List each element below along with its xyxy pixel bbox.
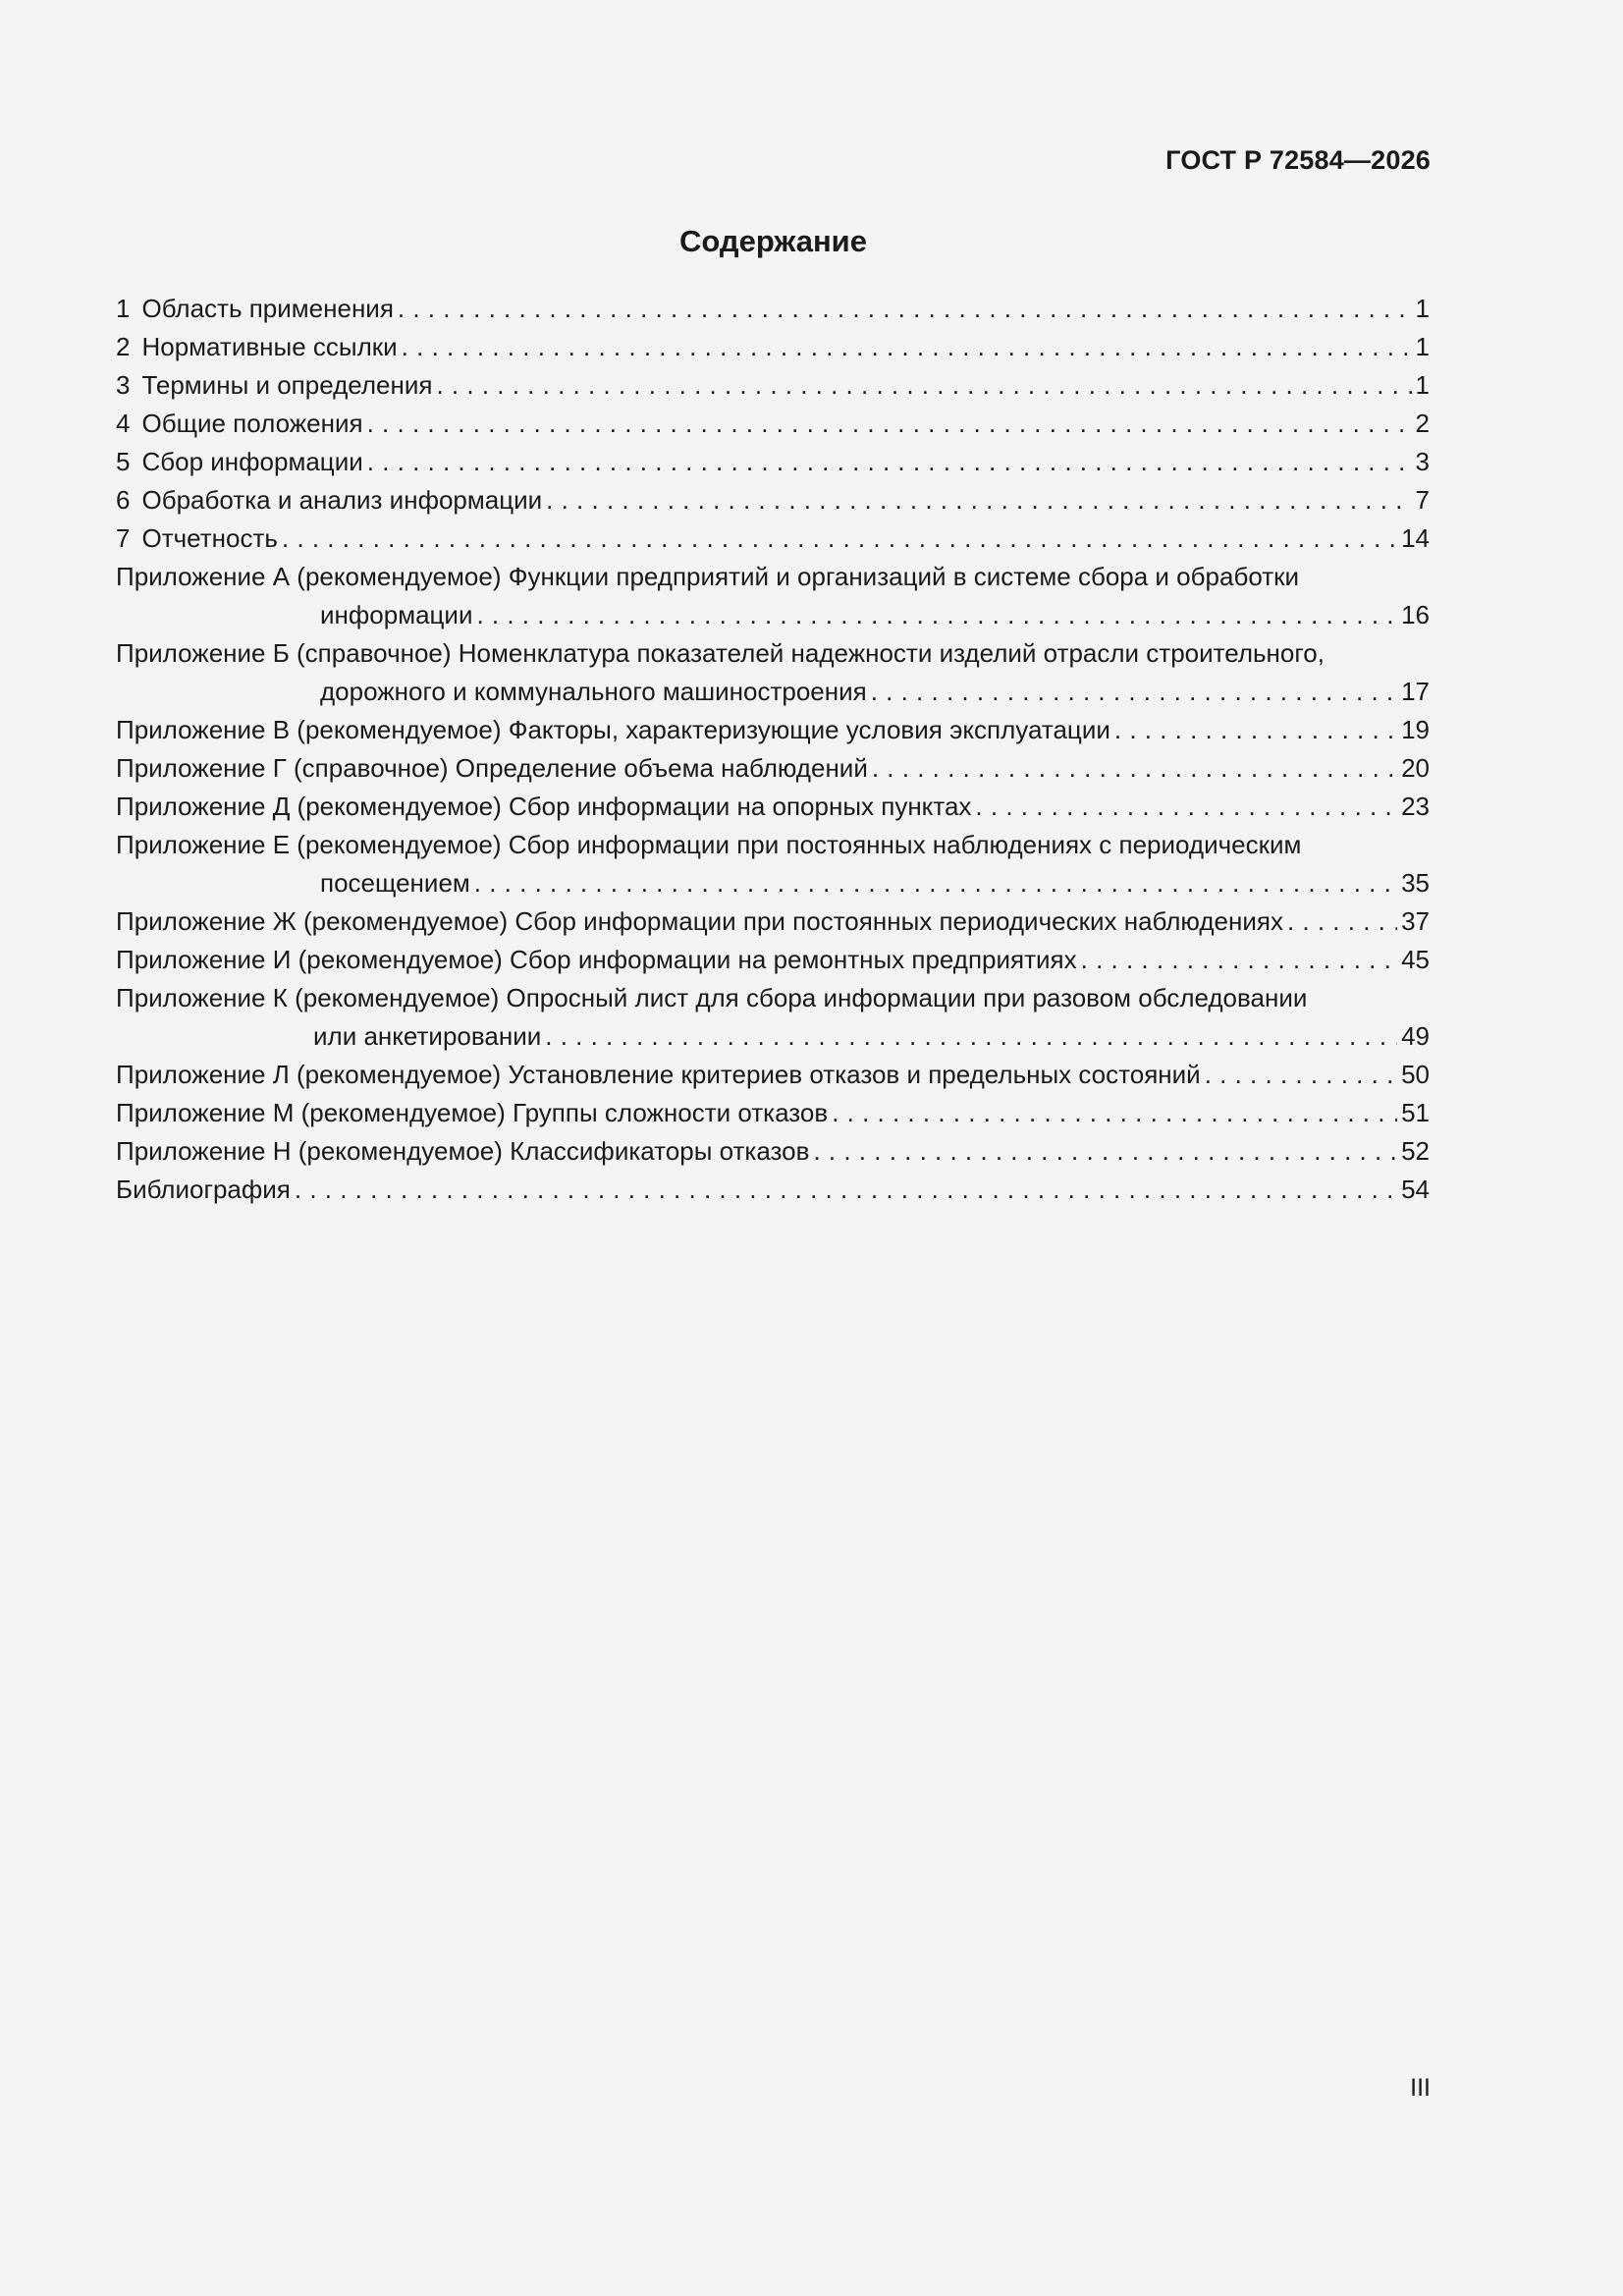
dot-leader [436,366,1411,405]
toc-entry-2[interactable] [116,328,1430,366]
toc-entry-label: Нормативные ссылки [141,332,398,361]
toc-entry-label: Обработка и анализ информации [141,485,543,515]
toc-entry-appendix-i[interactable] [116,941,1430,979]
toc-entry-bibliography[interactable] [116,1171,1430,1209]
toc-entry-label-cont: дорожного и коммунального машиностроения [320,677,867,706]
toc-entry-appendix-e-cont[interactable] [116,864,1430,902]
toc-entry-5[interactable] [116,443,1430,481]
toc-entry-page: 45 [1401,945,1430,974]
toc-entry-label: Отчетность [141,523,278,553]
dot-leader [872,749,1397,788]
dot-leader [398,290,1412,328]
toc-entry-label: Общие положения [141,409,363,438]
toc-entry-page: 3 [1415,447,1430,476]
toc-entry-1[interactable] [116,290,1430,328]
toc-entry-number: 1 [116,294,131,323]
dot-leader [545,1017,1397,1056]
toc-entry-page: 14 [1401,523,1430,553]
dot-leader [832,1094,1397,1132]
toc-entry-appendix-d[interactable] [116,788,1430,826]
toc-entry-appendix-b-cont[interactable] [116,673,1430,711]
toc-entry-page: 1 [1415,370,1430,400]
toc-entry-appendix-e[interactable] [116,826,1430,864]
toc-entry-page: 1 [1415,294,1430,323]
toc-entry-page: 1 [1415,332,1430,361]
toc-entry-label: Приложение Л (рекомендуемое) Установление критериев отказов и предельных состояний [116,1060,1201,1089]
toc-entry-appendix-l[interactable] [116,1056,1430,1094]
toc-entry-label: Библиография [116,1175,291,1204]
toc-entry-label: Сбор информации [141,447,363,476]
toc-entry-appendix-zh[interactable] [116,902,1430,941]
toc-entry-page: 7 [1415,485,1430,515]
toc-entry-label: Приложение М (рекомендуемое) Группы сложности отказов [116,1098,829,1127]
toc-entry-appendix-v[interactable] [116,711,1430,749]
toc-entry-label: Область применения [141,294,394,323]
standard-code: ГОСТ Р 72584—2026 [1165,145,1431,175]
toc-entry-appendix-k[interactable] [116,979,1430,1017]
toc-entry-appendix-b[interactable] [116,634,1430,673]
dot-leader [546,481,1411,519]
toc-entry-label: Приложение К (рекомендуемое) Опросный лист для сбора информации при разовом обследовании [116,983,1308,1012]
toc-entry-label: Приложение В (рекомендуемое) Факторы, характеризующие условия эксплуатации [116,715,1110,744]
toc-entry-number: 4 [116,409,131,438]
toc-entry-page: 23 [1401,792,1430,821]
toc-entry-number: 5 [116,447,131,476]
dot-leader [476,596,1397,634]
toc-entry-label: Приложение Е (рекомендуемое) Сбор информации при постоянных наблюдениях с периодическим [116,830,1302,859]
toc-entry-appendix-n[interactable] [116,1132,1430,1171]
table-of-contents [116,290,1430,1209]
toc-entry-page: 2 [1415,409,1430,438]
toc-entry-number: 6 [116,485,131,515]
toc-entry-page: 49 [1401,1021,1430,1051]
dot-leader [1205,1056,1397,1094]
toc-entry-number: 3 [116,370,131,400]
toc-entry-label: Приложение А (рекомендуемое) Функции предприятий и организаций в системе сбора и обработки [116,562,1300,591]
toc-entry-4[interactable] [116,405,1430,443]
toc-entry-number: 7 [116,523,131,553]
toc-entry-appendix-a[interactable] [116,558,1430,596]
toc-entry-label: Термины и определения [141,370,433,400]
dot-leader [813,1132,1397,1171]
toc-entry-label: Приложение Н (рекомендуемое) Классификаторы отказов [116,1136,810,1166]
dot-leader [282,519,1397,558]
toc-entry-appendix-m[interactable] [116,1094,1430,1132]
dot-leader [1287,902,1397,941]
dot-leader [367,405,1412,443]
toc-entry-page: 19 [1401,715,1430,744]
toc-entry-appendix-g[interactable] [116,749,1430,788]
toc-entry-page: 37 [1401,906,1430,936]
dot-leader [1114,711,1397,749]
toc-entry-3[interactable] [116,366,1430,405]
toc-entry-number: 2 [116,332,131,361]
toc-entry-label-cont: или анкетировании [313,1021,542,1051]
toc-entry-label-cont: посещением [320,868,470,898]
dot-leader [367,443,1412,481]
toc-entry-appendix-k-cont[interactable] [116,1017,1430,1056]
toc-entry-6[interactable] [116,481,1430,519]
toc-entry-label: Приложение Ж (рекомендуемое) Сбор информации при постоянных периодических наблюдениях [116,906,1283,936]
toc-entry-page: 52 [1401,1136,1430,1166]
dot-leader [975,788,1397,826]
toc-entry-page: 20 [1401,753,1430,783]
toc-entry-appendix-a-cont[interactable] [116,596,1430,634]
toc-entry-page: 50 [1401,1060,1430,1089]
dot-leader [402,328,1412,366]
toc-entry-page: 54 [1401,1175,1430,1204]
toc-entry-label: Приложение Б (справочное) Номенклатура показателей надежности изделий отрасли строительного, [116,638,1325,668]
toc-title: Содержание [679,224,867,258]
toc-entry-label: Приложение Д (рекомендуемое) Сбор информации на опорных пунктах [116,792,972,821]
toc-entry-page: 35 [1401,868,1430,898]
toc-entry-page: 17 [1401,677,1430,706]
toc-entry-7[interactable] [116,519,1430,558]
dot-leader [295,1171,1397,1209]
toc-entry-label: Приложение И (рекомендуемое) Сбор информации на ремонтных предприятиях [116,945,1077,974]
page-number: III [1410,2074,1431,2102]
toc-entry-label: Приложение Г (справочное) Определение объема наблюдений [116,753,868,783]
toc-entry-page: 51 [1401,1098,1430,1127]
dot-leader [1081,941,1397,979]
dot-leader [871,673,1397,711]
toc-entry-page: 16 [1401,600,1430,629]
toc-entry-label-cont: информации [320,600,473,629]
dot-leader [474,864,1397,902]
